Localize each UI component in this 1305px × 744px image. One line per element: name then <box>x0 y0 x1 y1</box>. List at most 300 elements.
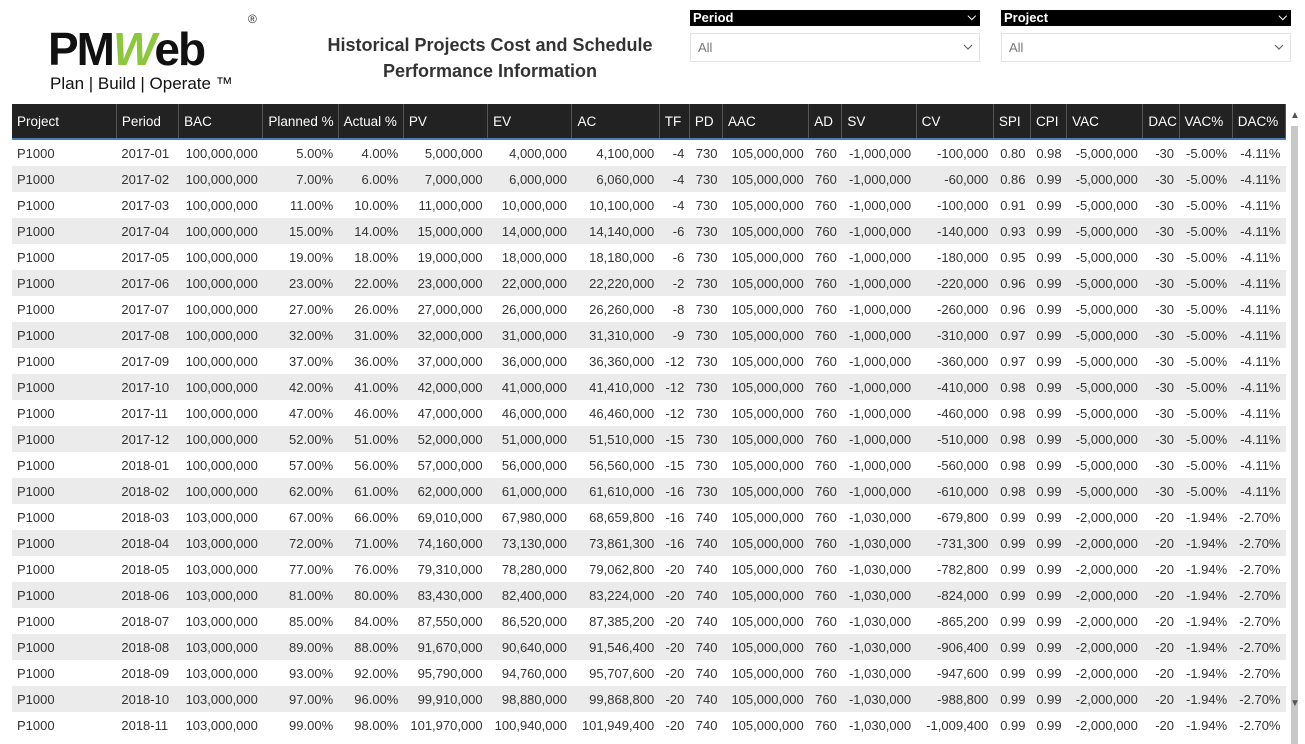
table-cell: 740 <box>689 504 722 530</box>
table-cell: -30 <box>1143 322 1179 348</box>
table-cell: 88.00% <box>338 634 403 660</box>
table-cell: 0.99 <box>1031 686 1067 712</box>
table-cell: 760 <box>809 296 842 322</box>
table-cell: -947,600 <box>916 660 993 686</box>
table-cell: -15 <box>659 452 689 478</box>
table-row <box>12 374 1286 400</box>
table-cell: 0.99 <box>993 634 1030 660</box>
column-header[interactable]: BAC <box>179 104 263 139</box>
table-cell: -1,000,000 <box>842 139 916 166</box>
table-cell: 2017-04 <box>116 218 178 244</box>
table-cell: -20 <box>1143 504 1179 530</box>
period-slicer-header[interactable] <box>690 10 980 26</box>
table-cell: -1,000,000 <box>842 192 916 218</box>
table-cell: -1,030,000 <box>842 660 916 686</box>
table-cell: 46,460,000 <box>572 400 659 426</box>
column-header[interactable]: SPI <box>993 104 1030 139</box>
table-cell: -1.94% <box>1179 686 1232 712</box>
table-cell: 94,760,000 <box>488 660 572 686</box>
table-row <box>12 530 1286 556</box>
table-cell: 31.00% <box>338 322 403 348</box>
table-cell: P1000 <box>12 660 116 686</box>
table-cell: 730 <box>689 218 722 244</box>
table-cell: P1000 <box>12 478 116 504</box>
table-cell: -20 <box>1143 686 1179 712</box>
table-cell: 5.00% <box>263 139 338 166</box>
table-cell: -2,000,000 <box>1067 504 1143 530</box>
table-cell: 56.00% <box>338 452 403 478</box>
chevron-down-icon[interactable]: ⌵ <box>1278 11 1287 23</box>
table-cell: 0.91 <box>993 192 1030 218</box>
table-cell: -1,000,000 <box>842 452 916 478</box>
table-cell: 760 <box>809 218 842 244</box>
table-cell: 740 <box>689 712 722 734</box>
table-cell: P1000 <box>12 244 116 270</box>
table-cell: 100,940,000 <box>488 712 572 734</box>
vertical-scrollbar[interactable] <box>1288 104 1302 724</box>
table-cell: -5,000,000 <box>1067 139 1143 166</box>
table-cell: 2018-06 <box>116 582 178 608</box>
table-cell: 7,000,000 <box>403 166 487 192</box>
table-cell: 62,000,000 <box>403 478 487 504</box>
table-cell: -679,800 <box>916 504 993 530</box>
table-cell: P1000 <box>12 452 116 478</box>
table-cell: -782,800 <box>916 556 993 582</box>
table-cell: 11,000,000 <box>403 192 487 218</box>
table-cell: 105,000,000 <box>722 556 808 582</box>
table-cell: -30 <box>1143 348 1179 374</box>
table-cell: 79,062,800 <box>572 556 659 582</box>
table-cell: 32,000,000 <box>403 322 487 348</box>
column-header[interactable]: DAC <box>1143 104 1179 139</box>
table-cell: 0.99 <box>1031 504 1067 530</box>
table-cell: 760 <box>809 166 842 192</box>
table-cell: 66.00% <box>338 504 403 530</box>
table-cell: 105,000,000 <box>722 296 808 322</box>
column-header[interactable]: DAC% <box>1232 104 1285 139</box>
table-cell: 760 <box>809 530 842 556</box>
logo-registered-mark: ® <box>248 12 257 26</box>
table-cell: -16 <box>659 530 689 556</box>
table-cell: 61.00% <box>338 478 403 504</box>
table-cell: 105,000,000 <box>722 478 808 504</box>
table-cell: 105,000,000 <box>722 634 808 660</box>
table-cell: 740 <box>689 660 722 686</box>
table-cell: -4 <box>659 192 689 218</box>
table-cell: 68,659,800 <box>572 504 659 530</box>
table-cell: 0.95 <box>993 244 1030 270</box>
table-cell: 730 <box>689 322 722 348</box>
table-cell: 57.00% <box>263 452 338 478</box>
report-title-line1: Historical Projects Cost and Schedule <box>327 35 653 55</box>
performance-table-container <box>12 104 1286 734</box>
column-header[interactable]: VAC% <box>1179 104 1232 139</box>
table-cell: 52.00% <box>263 426 338 452</box>
table-row <box>12 608 1286 634</box>
table-cell: -2.70% <box>1232 686 1285 712</box>
table-cell: -20 <box>659 686 689 712</box>
table-cell: -15 <box>659 426 689 452</box>
table-cell: -2.70% <box>1232 608 1285 634</box>
table-cell: -510,000 <box>916 426 993 452</box>
table-cell: -30 <box>1143 166 1179 192</box>
chevron-down-icon[interactable]: ⌵ <box>967 11 976 23</box>
table-cell: -20 <box>1143 660 1179 686</box>
table-cell: 67,980,000 <box>488 504 572 530</box>
table-cell: 103,000,000 <box>179 556 263 582</box>
table-cell: -8 <box>659 296 689 322</box>
table-cell: 0.97 <box>993 322 1030 348</box>
table-cell: 10.00% <box>338 192 403 218</box>
table-cell: 47.00% <box>263 400 338 426</box>
table-cell: 2017-09 <box>116 348 178 374</box>
chevron-down-icon[interactable] <box>1274 42 1284 52</box>
table-cell: -2.70% <box>1232 530 1285 556</box>
table-cell: 46,000,000 <box>488 400 572 426</box>
table-cell: -731,300 <box>916 530 993 556</box>
table-cell: 105,000,000 <box>722 400 808 426</box>
table-cell: -30 <box>1143 374 1179 400</box>
table-cell: -2,000,000 <box>1067 660 1143 686</box>
table-cell: 0.96 <box>993 270 1030 296</box>
table-cell: -610,000 <box>916 478 993 504</box>
table-cell: 105,000,000 <box>722 530 808 556</box>
table-cell: -4.11% <box>1232 218 1285 244</box>
table-cell: 26.00% <box>338 296 403 322</box>
table-cell: -1,030,000 <box>842 556 916 582</box>
table-cell: -2.70% <box>1232 660 1285 686</box>
table-cell: -5.00% <box>1179 244 1232 270</box>
table-cell: 87,385,200 <box>572 608 659 634</box>
table-cell: -2,000,000 <box>1067 582 1143 608</box>
table-cell: -20 <box>659 660 689 686</box>
table-cell: 0.99 <box>1031 244 1067 270</box>
table-cell: -460,000 <box>916 400 993 426</box>
table-cell: 100,000,000 <box>179 270 263 296</box>
table-cell: 760 <box>809 139 842 166</box>
table-cell: -20 <box>1143 556 1179 582</box>
table-cell: 730 <box>689 452 722 478</box>
table-cell: 730 <box>689 348 722 374</box>
column-header[interactable]: AD <box>809 104 842 139</box>
table-cell: -5.00% <box>1179 400 1232 426</box>
table-cell: -1.94% <box>1179 530 1232 556</box>
table-cell: -1,000,000 <box>842 322 916 348</box>
table-cell: -1,000,000 <box>842 374 916 400</box>
table-cell: 105,000,000 <box>722 192 808 218</box>
table-cell: 760 <box>809 712 842 734</box>
table-cell: 0.99 <box>1031 582 1067 608</box>
table-cell: -12 <box>659 400 689 426</box>
table-cell: -5,000,000 <box>1067 348 1143 374</box>
table-cell: -4.11% <box>1232 166 1285 192</box>
table-cell: 760 <box>809 556 842 582</box>
table-cell: -5.00% <box>1179 139 1232 166</box>
column-header[interactable]: TF <box>659 104 689 139</box>
table-cell: 2018-04 <box>116 530 178 556</box>
table-cell: 0.99 <box>1031 556 1067 582</box>
table-row <box>12 400 1286 426</box>
table-cell: -4.11% <box>1232 426 1285 452</box>
project-dropdown[interactable] <box>1001 33 1291 62</box>
table-cell: 105,000,000 <box>722 244 808 270</box>
table-cell: 47,000,000 <box>403 400 487 426</box>
table-row <box>12 712 1286 734</box>
table-cell: 2017-03 <box>116 192 178 218</box>
project-slicer-label: Project <box>1004 10 1049 25</box>
column-header[interactable]: PD <box>689 104 722 139</box>
table-cell: 0.99 <box>993 582 1030 608</box>
table-cell: -4.11% <box>1232 374 1285 400</box>
table-cell: -4.11% <box>1232 244 1285 270</box>
table-cell: 0.99 <box>1031 218 1067 244</box>
table-cell: 22,220,000 <box>572 270 659 296</box>
table-cell: 15,000,000 <box>403 218 487 244</box>
table-cell: -30 <box>1143 452 1179 478</box>
table-cell: 67.00% <box>263 504 338 530</box>
column-header[interactable]: SV <box>842 104 916 139</box>
table-cell: P1000 <box>12 139 116 166</box>
table-cell: -4 <box>659 166 689 192</box>
table-cell: 105,000,000 <box>722 686 808 712</box>
table-cell: 730 <box>689 192 722 218</box>
table-cell: 86,520,000 <box>488 608 572 634</box>
table-cell: 760 <box>809 686 842 712</box>
table-cell: 0.99 <box>993 686 1030 712</box>
table-cell: 0.99 <box>993 556 1030 582</box>
table-cell: -12 <box>659 374 689 400</box>
table-cell: 0.99 <box>1031 166 1067 192</box>
table-cell: 73,861,300 <box>572 530 659 556</box>
table-cell: 100,000,000 <box>179 478 263 504</box>
table-cell: 0.98 <box>993 426 1030 452</box>
table-cell: 100,000,000 <box>179 322 263 348</box>
table-cell: 2018-05 <box>116 556 178 582</box>
table-cell: -310,000 <box>916 322 993 348</box>
table-cell: -824,000 <box>916 582 993 608</box>
table-cell: 2018-01 <box>116 452 178 478</box>
logo-tagline: Plan | Build | Operate ™ <box>50 74 233 93</box>
table-cell: 69,010,000 <box>403 504 487 530</box>
table-cell: 0.99 <box>993 660 1030 686</box>
table-cell: 105,000,000 <box>722 426 808 452</box>
table-cell: 0.99 <box>1031 478 1067 504</box>
table-cell: P1000 <box>12 400 116 426</box>
table-cell: -2.70% <box>1232 634 1285 660</box>
table-cell: 100,000,000 <box>179 139 263 166</box>
column-header[interactable]: Project <box>12 104 116 139</box>
table-cell: 98.00% <box>338 712 403 734</box>
table-cell: P1000 <box>12 686 116 712</box>
table-cell: 72.00% <box>263 530 338 556</box>
table-cell: -20 <box>659 608 689 634</box>
table-cell: 2018-03 <box>116 504 178 530</box>
table-cell: -30 <box>1143 139 1179 166</box>
table-cell: 0.99 <box>1031 426 1067 452</box>
column-header[interactable]: CV <box>916 104 993 139</box>
table-cell: 82,400,000 <box>488 582 572 608</box>
table-cell: 27,000,000 <box>403 296 487 322</box>
table-cell: 98,880,000 <box>488 686 572 712</box>
table-cell: -2.70% <box>1232 504 1285 530</box>
table-cell: P1000 <box>12 270 116 296</box>
table-cell: -20 <box>1143 582 1179 608</box>
table-cell: -5,000,000 <box>1067 400 1143 426</box>
table-cell: P1000 <box>12 634 116 660</box>
table-cell: 0.86 <box>993 166 1030 192</box>
table-cell: -20 <box>1143 608 1179 634</box>
table-cell: 0.99 <box>1031 712 1067 734</box>
performance-table <box>12 104 1286 734</box>
table-cell: -906,400 <box>916 634 993 660</box>
table-cell: 2017-08 <box>116 322 178 348</box>
table-cell: -30 <box>1143 296 1179 322</box>
table-cell: 2017-12 <box>116 426 178 452</box>
column-header[interactable]: EV <box>488 104 572 139</box>
table-cell: -2,000,000 <box>1067 608 1143 634</box>
table-cell: 105,000,000 <box>722 348 808 374</box>
table-row <box>12 270 1286 296</box>
table-cell: 6,000,000 <box>488 166 572 192</box>
table-cell: -1,030,000 <box>842 504 916 530</box>
table-cell: -5.00% <box>1179 322 1232 348</box>
table-row <box>12 244 1286 270</box>
scroll-up-icon[interactable]: ▲ <box>1290 110 1300 121</box>
table-cell: 2018-02 <box>116 478 178 504</box>
table-cell: -260,000 <box>916 296 993 322</box>
table-cell: 730 <box>689 296 722 322</box>
table-cell: 18,000,000 <box>488 244 572 270</box>
table-cell: -20 <box>659 634 689 660</box>
table-cell: 99,910,000 <box>403 686 487 712</box>
table-cell: 760 <box>809 608 842 634</box>
table-cell: -5.00% <box>1179 192 1232 218</box>
table-cell: -60,000 <box>916 166 993 192</box>
table-cell: 37,000,000 <box>403 348 487 374</box>
table-cell: -1,000,000 <box>842 218 916 244</box>
report-title <box>300 32 680 84</box>
table-cell: 0.99 <box>1031 348 1067 374</box>
table-cell: 100,000,000 <box>179 218 263 244</box>
project-slicer-header[interactable] <box>1001 10 1291 26</box>
table-cell: 6.00% <box>338 166 403 192</box>
table-cell: 11.00% <box>263 192 338 218</box>
table-cell: 103,000,000 <box>179 530 263 556</box>
table-cell: 51,510,000 <box>572 426 659 452</box>
table-cell: 103,000,000 <box>179 686 263 712</box>
table-cell: 95,707,600 <box>572 660 659 686</box>
table-cell: -20 <box>1143 530 1179 556</box>
table-cell: 22.00% <box>338 270 403 296</box>
table-cell: -1,000,000 <box>842 426 916 452</box>
table-cell: 41,410,000 <box>572 374 659 400</box>
column-header[interactable]: Actual % <box>338 104 403 139</box>
column-header[interactable]: Planned % <box>263 104 338 139</box>
table-cell: 36.00% <box>338 348 403 374</box>
column-header[interactable]: Period <box>116 104 178 139</box>
table-cell: -9 <box>659 322 689 348</box>
period-dropdown[interactable] <box>690 33 980 62</box>
table-cell: 14,140,000 <box>572 218 659 244</box>
table-cell: -12 <box>659 348 689 374</box>
table-row <box>12 139 1286 166</box>
table-cell: 51.00% <box>338 426 403 452</box>
report-title-line2: Performance Information <box>382 61 598 81</box>
table-cell: -1,009,400 <box>916 712 993 734</box>
table-cell: 79,310,000 <box>403 556 487 582</box>
table-cell: 105,000,000 <box>722 374 808 400</box>
table-cell: -5.00% <box>1179 452 1232 478</box>
table-cell: 103,000,000 <box>179 504 263 530</box>
project-slicer <box>1001 10 1291 62</box>
column-header[interactable]: AC <box>572 104 659 139</box>
scrollbar-thumb[interactable] <box>1291 126 1298 744</box>
table-cell: 730 <box>689 426 722 452</box>
table-cell: -1,000,000 <box>842 348 916 374</box>
table-cell: -2,000,000 <box>1067 712 1143 734</box>
table-cell: -2.70% <box>1232 582 1285 608</box>
table-cell: 730 <box>689 166 722 192</box>
table-cell: -1.94% <box>1179 582 1232 608</box>
table-row <box>12 322 1286 348</box>
period-dropdown-value: All <box>698 40 713 55</box>
table-cell: 95,790,000 <box>403 660 487 686</box>
column-header[interactable]: CPI <box>1031 104 1067 139</box>
table-row <box>12 582 1286 608</box>
table-cell: -5,000,000 <box>1067 192 1143 218</box>
table-cell: 760 <box>809 192 842 218</box>
table-cell: 2017-01 <box>116 139 178 166</box>
table-cell: 80.00% <box>338 582 403 608</box>
table-row <box>12 686 1286 712</box>
column-header[interactable]: VAC <box>1067 104 1143 139</box>
table-cell: 42,000,000 <box>403 374 487 400</box>
table-cell: -2.70% <box>1232 556 1285 582</box>
table-cell: 103,000,000 <box>179 582 263 608</box>
table-cell: 100,000,000 <box>179 400 263 426</box>
table-row <box>12 478 1286 504</box>
table-cell: 100,000,000 <box>179 166 263 192</box>
table-cell: 71.00% <box>338 530 403 556</box>
table-row <box>12 192 1286 218</box>
table-cell: 0.99 <box>993 504 1030 530</box>
table-cell: 89.00% <box>263 634 338 660</box>
table-cell: 0.96 <box>993 296 1030 322</box>
table-cell: 23,000,000 <box>403 270 487 296</box>
table-cell: 0.98 <box>993 478 1030 504</box>
table-cell: -100,000 <box>916 192 993 218</box>
table-cell: -4.11% <box>1232 400 1285 426</box>
table-cell: 74,160,000 <box>403 530 487 556</box>
chevron-down-icon[interactable] <box>963 42 973 52</box>
table-cell: 760 <box>809 348 842 374</box>
table-cell: -220,000 <box>916 270 993 296</box>
column-header[interactable]: AAC <box>722 104 808 139</box>
table-cell: -20 <box>659 556 689 582</box>
table-cell: -4.11% <box>1232 192 1285 218</box>
table-cell: 105,000,000 <box>722 452 808 478</box>
table-cell: 2018-07 <box>116 608 178 634</box>
table-cell: 6,060,000 <box>572 166 659 192</box>
column-header[interactable]: PV <box>403 104 487 139</box>
table-cell: 0.99 <box>993 712 1030 734</box>
table-cell: 760 <box>809 478 842 504</box>
table-cell: 730 <box>689 400 722 426</box>
table-cell: -4.11% <box>1232 139 1285 166</box>
scroll-down-icon[interactable]: ▼ <box>1290 698 1300 709</box>
table-cell: -1,030,000 <box>842 686 916 712</box>
period-slicer-label: Period <box>693 10 734 25</box>
